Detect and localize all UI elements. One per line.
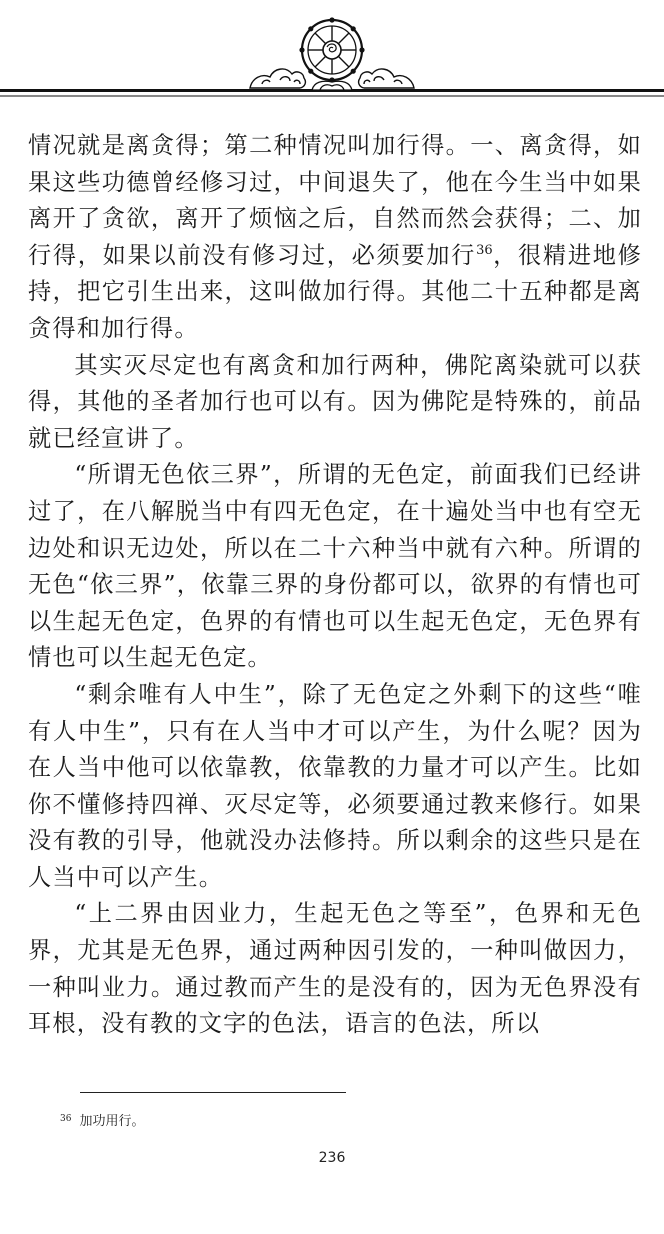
left-cloud-ornament — [250, 69, 305, 88]
paragraph-text: “所谓无色依三界”，所谓的无色定，前面我们已经讲过了，在八解脱当中有四无色定，在十遍处当中也有空无边处和识无边处，所以在二十六种当中就有六种。所谓的无色“依三界”，依靠三界的身份都可以，欲界的有情也可以生起无色定，色界的有情也可以生起无色定，无色界有情也可以生起无色定。 — [28, 461, 642, 672]
footnote-reference[interactable]: 36 — [476, 242, 493, 258]
footnote-number: 36 — [60, 1114, 72, 1124]
header-ornament-graphic — [0, 0, 664, 110]
paragraph — [28, 457, 642, 677]
paragraph — [28, 128, 642, 348]
paragraph-text: “上二界由因业力，生起无色之等至”，色界和无色界，尤其是无色界，通过两种因引发的，一种叫做因力，一种叫业力。通过教而产生的是没有的，因为无色界没有耳根，没有教的文字的色法，语言的色法，所以 — [28, 900, 642, 1038]
page-number: 236 — [318, 1150, 346, 1166]
paragraph-text: 其实灭尽定也有离贪和加行两种，佛陀离染就可以获得，其他的圣者加行也可以有。因为佛陀是特殊的，前品就已经宣讲了。 — [28, 351, 642, 452]
footnote-separator — [80, 1092, 346, 1093]
footnote-text: 加功用行。 — [79, 1114, 145, 1129]
paragraph — [28, 677, 642, 897]
paragraph — [28, 896, 642, 1042]
dharma-wheel-icon — [299, 17, 364, 82]
right-cloud-ornament — [359, 69, 414, 88]
paragraph — [28, 348, 642, 458]
page-header-ornament — [0, 0, 664, 110]
paragraph-text: ，很精进地修持，把它引生出来，这叫做加行得。其他二十五种都是离贪得和加行得。 — [28, 241, 643, 342]
paragraph-text: 情况就是离贪得；第二种情况叫加行得。一、离贪得，如果这些功德曾经修习过，中间退失了，他在今生当中如果离开了贪欲，离开了烦恼之后，自然而然会获得；二、加行得，如果以前没有修习过，必须要加行 — [28, 132, 642, 269]
paragraph-text: “剩余唯有人中生”，除了无色定之外剩下的这些“唯有人中生”，只有在人当中才可以产生，为什么呢？因为在人当中他可以依靠教，依靠教的力量才可以产生。比如你不懂修持四禅、灭尽定等，必须要通过教来修行。如果没有教的引导，他就没办法修持。所以剩余的这些只是在人当中可以产生。 — [28, 680, 642, 891]
footnote — [60, 1110, 144, 1131]
body-text — [28, 128, 642, 1043]
